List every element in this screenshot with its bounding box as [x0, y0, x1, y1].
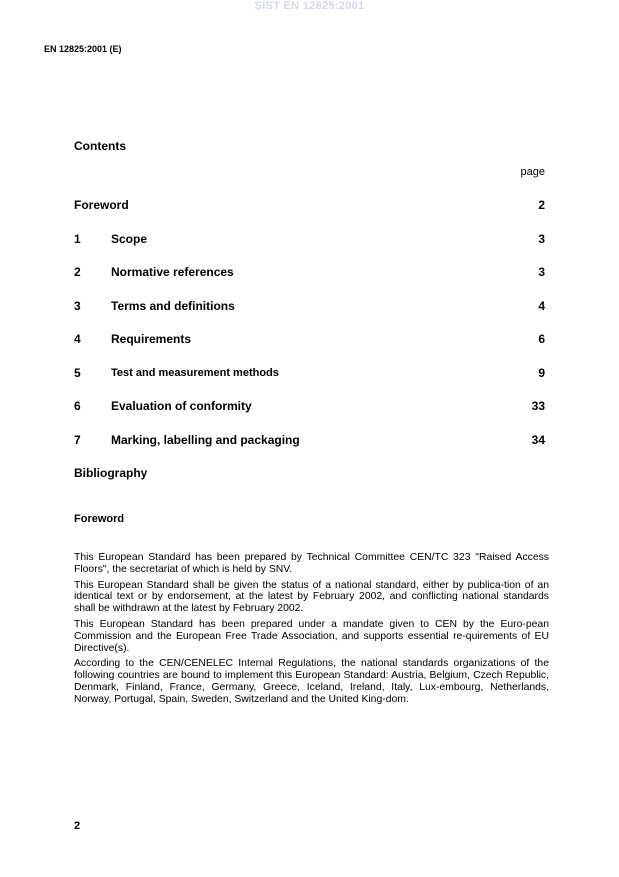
toc-entry-number: 1 — [74, 232, 81, 246]
toc-entry-page: 34 — [531, 433, 545, 447]
document-id: EN 12825:2001 (E) — [44, 44, 122, 54]
toc-entry-title: Foreword — [74, 198, 129, 212]
toc-entry-foreword[interactable] — [74, 198, 545, 214]
toc-entry-title: Requirements — [111, 332, 192, 346]
toc-entry-page: 4 — [538, 299, 545, 313]
toc-entry-scope[interactable] — [74, 232, 545, 248]
toc-entry-title: Normative references — [111, 265, 234, 279]
toc-entry-number: 5 — [74, 366, 81, 380]
toc-entry-title: Evaluation of conformity — [111, 399, 252, 413]
toc-entry-marking-labelling-packaging[interactable] — [74, 433, 545, 449]
toc-entry-number: 7 — [74, 433, 81, 447]
page-column-label: page — [520, 166, 545, 178]
toc-entry-title: Marking, labelling and packaging — [111, 433, 300, 447]
toc-entry-title: Terms and definitions — [111, 299, 235, 313]
toc-entry-number: 2 — [74, 265, 81, 279]
page-number: 2 — [74, 820, 81, 832]
foreword-paragraph: This European Standard shall be given the status of a national standard, either by publica-tion of an identical text or by endorsement, at the latest by February 2002, and conflicting national standards shall be withdrawn at the latest by February 2002. — [74, 579, 549, 615]
toc-entry-page: 6 — [538, 332, 545, 346]
toc-entry-number: 4 — [74, 332, 81, 346]
toc-entry-page: 33 — [531, 399, 545, 413]
toc-entry-normative-references[interactable] — [74, 265, 545, 281]
toc-entry-requirements[interactable] — [74, 332, 545, 348]
foreword-paragraph: This European Standard has been prepared under a mandate given to CEN by the Euro-pean Commission and the European Free Trade Association, and supports essential re-quirements of EU Directive(s). — [74, 618, 549, 654]
contents-title: Contents — [74, 139, 126, 153]
toc-entry-evaluation-of-conformity[interactable] — [74, 399, 545, 415]
foreword-body — [74, 552, 549, 710]
toc-entry-page: 3 — [538, 265, 545, 279]
watermark: SIST EN 12825:2001 — [254, 0, 365, 12]
toc-entry-title: Bibliography — [74, 466, 148, 480]
toc-entry-title: Scope — [111, 232, 148, 246]
foreword-paragraph: This European Standard has been prepared by Technical Committee CEN/TC 323 "Raised Access Floors", the secretariat of which is held by SNV. — [74, 552, 549, 575]
toc-entry-page: 3 — [538, 232, 545, 246]
foreword-paragraph: According to the CEN/CENELEC Internal Regulations, the national standards organizations of the following countries are bound to implement this European Standard: Austria, Belgium, Czech Republic, Denmark, Finland, France, Germany, Greece, Iceland, Ireland, Italy, Lux-embourg, Netherlands, Norway, Portugal, Spain, Sweden, Switzerland and the United King-dom. — [74, 658, 549, 705]
toc-entry-title: Test and measurement methods — [111, 367, 279, 379]
toc-entry-page: 9 — [538, 366, 545, 380]
toc-entry-page: 2 — [538, 198, 545, 212]
toc-entry-bibliography[interactable] — [74, 466, 545, 482]
foreword-heading: Foreword — [74, 513, 125, 525]
toc-entry-number: 6 — [74, 399, 81, 413]
toc-entry-number: 3 — [74, 299, 81, 313]
toc-entry-test-and-measurement-methods[interactable] — [74, 366, 545, 382]
toc-entry-terms-and-definitions[interactable] — [74, 299, 545, 315]
